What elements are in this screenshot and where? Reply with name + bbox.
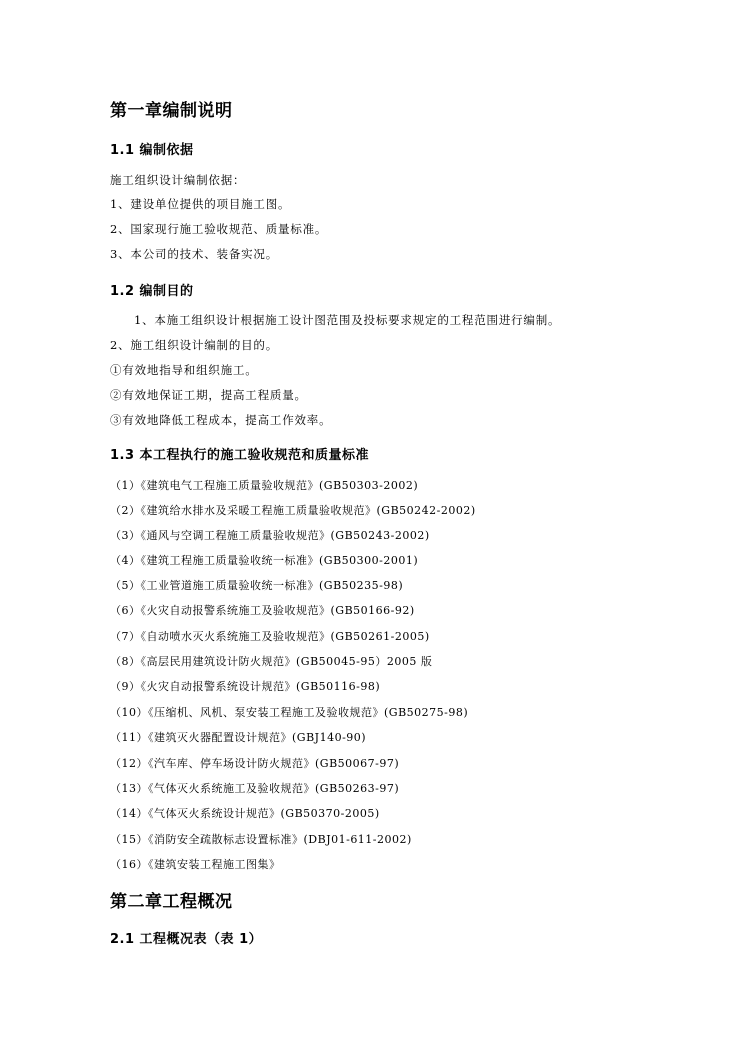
paragraph: 1、建设单位提供的项目施工图。 [110,197,291,211]
paragraph: 3、本公司的技术、装备实况。 [110,247,279,261]
standard-item: （7）《自动喷水灭火系统施工及验收规范》(GB50261-2005) [110,630,430,643]
standard-item: （1）《建筑电气工程施工质量验收规范》(GB50303-2002) [110,479,419,492]
paragraph: ③有效地降低工程成本，提高工作效率。 [110,413,332,427]
standard-item: （16）《建筑安装工程施工图集》 [110,858,281,871]
standard-item: （12）《汽车库、停车场设计防火规范》(GB50067-97) [110,757,400,770]
standard-item: （11）《建筑灭火器配置设计规范》(GBJ140-90) [110,731,367,744]
section-1-2-title: 1.2 编制目的 [110,284,194,299]
standard-item: （14）《气体灭火系统设计规范》(GB50370-2005) [110,807,380,820]
paragraph: 施工组织设计编制依据： [110,173,246,187]
standard-item: （6）《火灾自动报警系统施工及验收规范》(GB50166-92) [110,604,415,617]
paragraph: 2、国家现行施工验收规范、质量标准。 [110,222,328,236]
standard-item: （10）《压缩机、风机、泵安装工程施工及验收规范》(GB50275-98) [110,706,469,719]
chapter-2-title: 第二章工程概况 [110,892,233,912]
paragraph: 1、本施工组织设计根据施工设计图范围及投标要求规定的工程范围进行编制。 [134,313,561,327]
paragraph: ①有效地指导和组织施工。 [110,363,258,377]
standard-item: （15）《消防安全疏散标志设置标准》(DBJ01-611-2002) [110,833,412,846]
standard-item: （13）《气体灭火系统施工及验收规范》(GB50263-97) [110,782,400,795]
standard-item: （4）《建筑工程施工质量验收统一标准》(GB50300-2001) [110,554,419,567]
paragraph: 2、施工组织设计编制的目的。 [110,338,279,352]
section-2-1-title: 2.1 工程概况表（表 1） [110,932,263,947]
section-1-3-title: 1.3 本工程执行的施工验收规范和质量标准 [110,448,370,463]
paragraph: ②有效地保证工期，提高工程质量。 [110,388,307,402]
standard-item: （8）《高层民用建筑设计防火规范》(GB50045-95）2005 版 [110,655,433,668]
standard-item: （2）《建筑给水排水及采暖工程施工质量验收规范》(GB50242-2002) [110,504,476,517]
standard-item: （3）《通风与空调工程施工质量验收规范》(GB50243-2002) [110,529,430,542]
standard-item: （5）《工业管道施工质量验收统一标准》(GB50235-98) [110,579,404,592]
standard-item: （9）《火灾自动报警系统设计规范》(GB50116-98) [110,680,381,693]
chapter-1-title: 第一章编制说明 [110,101,233,121]
section-1-1-title: 1.1 编制依据 [110,143,194,158]
